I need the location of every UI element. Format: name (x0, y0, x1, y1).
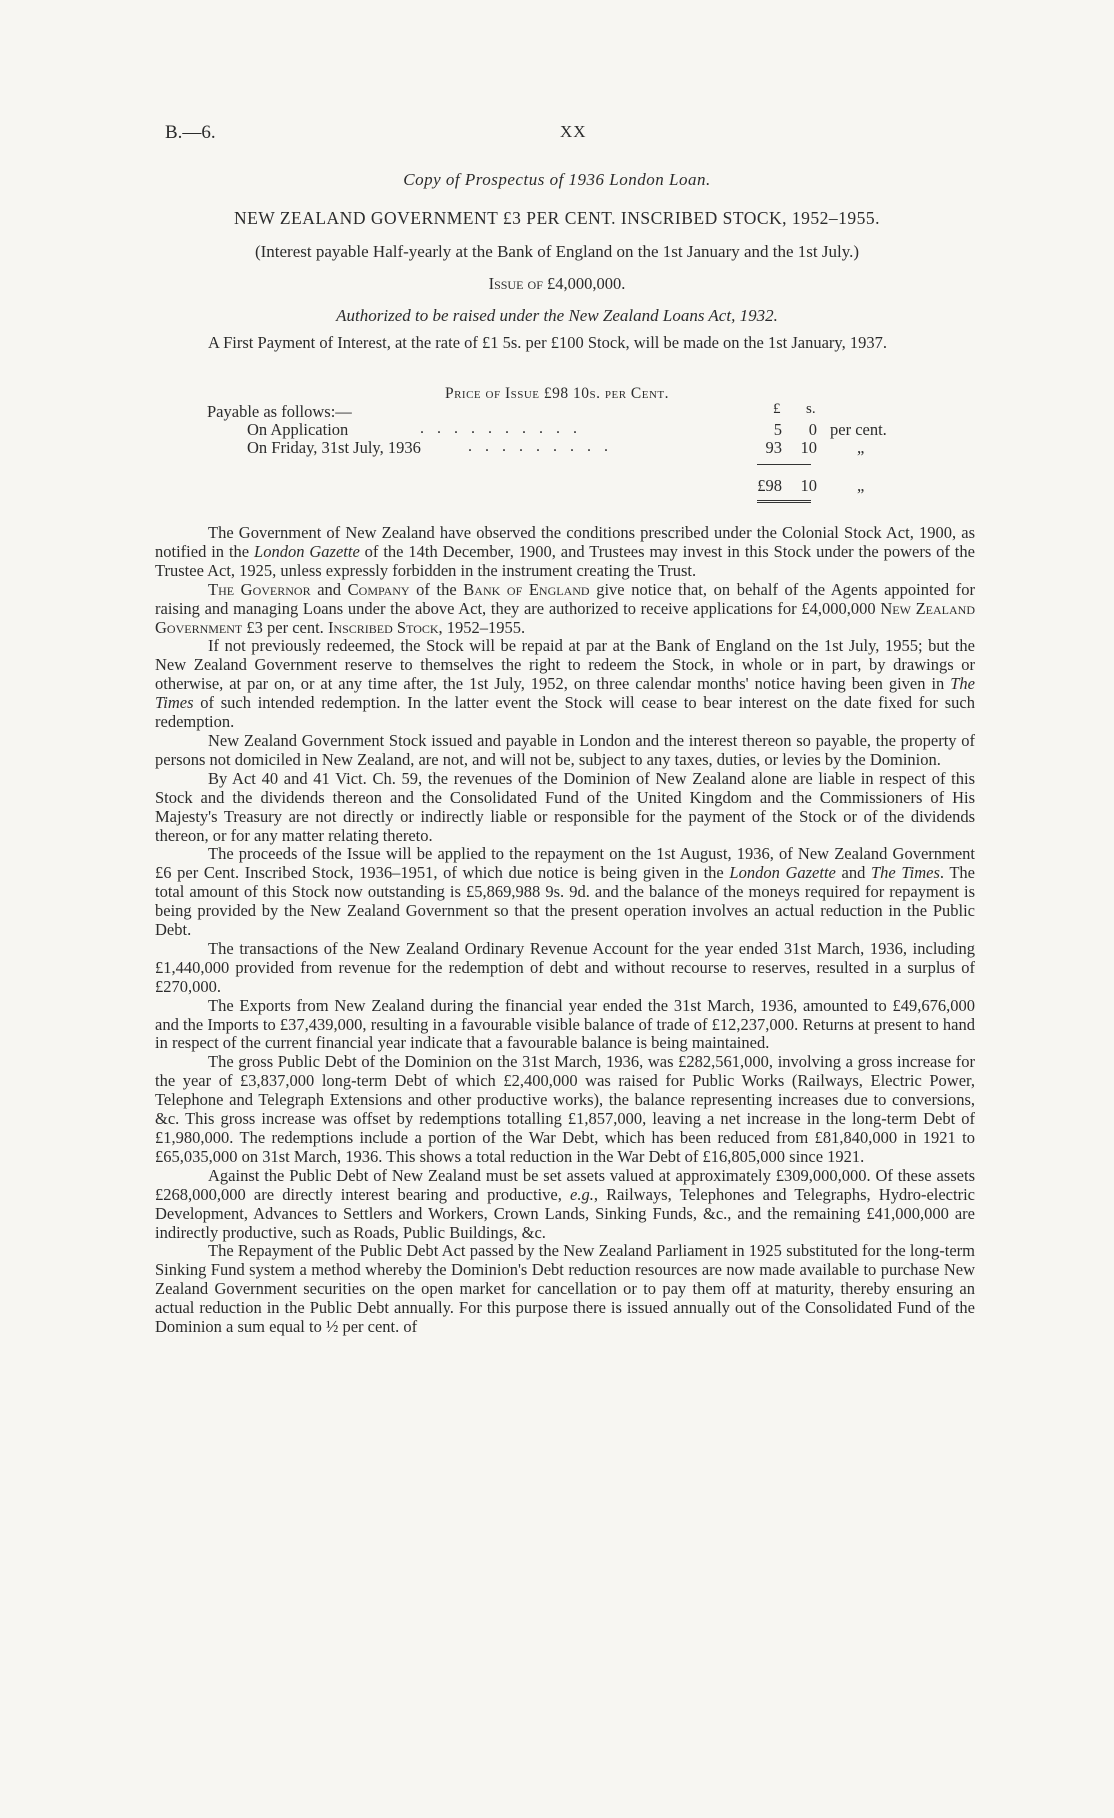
page-number: XX (560, 122, 587, 141)
redemption-paragraph: If not previously redeemed, the Stock will be repaid at par at the Bank of England on the 1st July, 1955; but the New Zealand Government reserve to themselves the right to redeem the Stock, in whole or in part, by drawings or otherwise, at par on, or at any time after, the 1st July, 1952, on three calendar months' notice having been given in The Times of such intended redemption. In the latter event the Stock will cease to bear interest on the date fixed for such redemption. (155, 636, 975, 732)
interest-note: (Interest payable Half-yearly at the Bank of England on the 1st January and the 1st July.) (254, 242, 860, 261)
total-shillings: 10 (800, 476, 817, 495)
pounds-column-header: £ (773, 401, 781, 417)
prospectus-caption: Copy of Prospectus of 1936 London Loan. (403, 170, 711, 189)
schedule-row-label: On Friday, 31st July, 1936 (247, 438, 421, 457)
schedule-row-shillings: 10 (800, 438, 817, 457)
sum-rule (757, 464, 811, 465)
liability-paragraph: By Act 40 and 41 Vict. Ch. 59, the revenues of the Dominion of New Zealand alone are liable in respect of this Stock and the dividends thereon and the Consolidated Fund of the United Kingdom and the Commissioners of His Majesty's Treasury are not directly or indirectly liable or responsible for the payment of the Stock or of the dividends thereon, or for any matter relating thereto. (155, 768, 975, 845)
schedule-row-unit: „ (857, 438, 865, 457)
taxation-paragraph: New Zealand Government Stock issued and payable in London and the interest thereon so payable, the property of persons not domiciled in New Zealand, are not, and will not be, subject to any taxes, duties, or levies by the Dominion. (155, 730, 975, 769)
bank-notice-paragraph: The Governor and Company of the Bank of England give notice that, on behalf of the Agents appointed for raising and managing Loans under the above Act, they are authorized to receive applications for £4,000,000 New Zealand Government £3 per cent. Inscribed Stock, 1952–1955. (155, 579, 976, 637)
public-debt-paragraph: The gross Public Debt of the Dominion on the 31st March, 1936, was £282,561,000, involving a gross increase for the year of £3,837,000 long-term Debt of which £2,400,000 was raised for Public Works (Railways, Electric Power, Telephone and Telegraph Extensions and other productive works), the balance representing increases due to conversions, &c. This gross increase was offset by redemptions totalling £1,857,000, leaving a net increase in the long-term Debt of £1,980,000. The redemptions include a portion of the War Debt, which has been reduced from £81,840,000 in 1921 to £65,035,000 on 31st March, 1936. This shows a total reduction in the War Debt of £16,805,000 since 1921. (155, 1052, 975, 1166)
schedule-row-unit: per cent. (830, 420, 887, 439)
document-reference: B.—6. (165, 122, 216, 143)
leader-dots: .......... (420, 420, 590, 437)
first-payment-paragraph (155, 334, 975, 353)
first-payment-text: A First Payment of Interest, at the rate of £1 5s. per £100 Stock, will be made on the 1st January, 1937. (208, 333, 887, 352)
repayment-act-paragraph: The Repayment of the Public Debt Act passed by the New Zealand Parliament in 1925 substituted for the long-term Sinking Fund system a method whereby the Dominion's Debt reduction resources are now made available to purchase New Zealand Government securities on the open market for cancellation or to pay them off at maturity, thereby ensuring an actual reduction in the Public Debt annually. For this purpose there is issued annually out of the Consolidated Fund of the Dominion a sum equal to ½ per cent. of (155, 1241, 975, 1337)
revenue-account-paragraph: The transactions of the New Zealand Ordinary Revenue Account for the year ended 31st March, 1936, including £1,440,000 provided from revenue for the redemption of debt and without recourse to reserves, resulted in a surplus of £270,000. (155, 938, 975, 996)
issue-amount: Issue of £4,000,000. (488, 274, 626, 293)
payable-label: Payable as follows:— (207, 402, 352, 421)
price-of-issue: Price of Issue £98 10s. per Cent. (444, 385, 670, 402)
schedule-row-label: On Application (247, 420, 349, 439)
proceeds-paragraph: The proceeds of the Issue will be applied to the repayment on the 1st August, 1936, of New Zealand Government £6 per Cent. Inscribed Stock, 1936–1951, of which due notice is being given in the London Gazette and The Times. The total amount of this Stock now outstanding is £5,869,988 9s. 9d. and the balance of the moneys required for repayment is being provided by the New Zealand Government so that the present operation involves an actual reduction in the Public Debt. (155, 844, 976, 940)
prospectus-body (155, 524, 975, 1337)
total-pounds: £98 (757, 476, 782, 495)
schedule-row-pounds: 5 (773, 420, 782, 439)
total-unit: „ (857, 476, 865, 495)
authority-line: Authorized to be raised under the New Zealand Loans Act, 1932. (336, 306, 778, 325)
trade-paragraph: The Exports from New Zealand during the financial year ended the 31st March, 1936, amounted to £49,676,000 and the Imports to £37,439,000, resulting in a favourable visible balance of trade of £12,237,000. Returns at present to hand in respect of the current financial year indicate that a favourable balance is being maintained. (155, 995, 975, 1053)
total-double-rule (757, 500, 811, 503)
leader-dots: ......... (468, 438, 621, 455)
stock-title: NEW ZEALAND GOVERNMENT £3 PER CENT. INSCRIBED STOCK, 1952–1955. (233, 208, 881, 228)
colonial-stock-paragraph: The Government of New Zealand have observed the conditions prescribed under the Colonial Stock Act, 1900, as notified in the London Gazette of the 14th December, 1900, and Trustees may invest in this Stock under the powers of the Trustee Act, 1925, unless expressly forbidden in the instrument creating the Trust. (155, 523, 975, 580)
schedule-row-shillings: 0 (808, 420, 817, 439)
schedule-row-pounds: 93 (765, 438, 782, 457)
assets-paragraph: Against the Public Debt of New Zealand must be set assets valued at approximately £309,000,000. Of these assets £268,000,000 are directly interest bearing and productive, e.g., Railways, Telephones and Telegraphs, Hydro-electric Development, Advances to Settlers and Workers, Crown Lands, Sinking Funds, &c., and the remaining £41,000,000 are indirectly productive, such as Roads, Public Buildings, &c. (155, 1165, 975, 1242)
shillings-column-header: s. (806, 401, 816, 417)
